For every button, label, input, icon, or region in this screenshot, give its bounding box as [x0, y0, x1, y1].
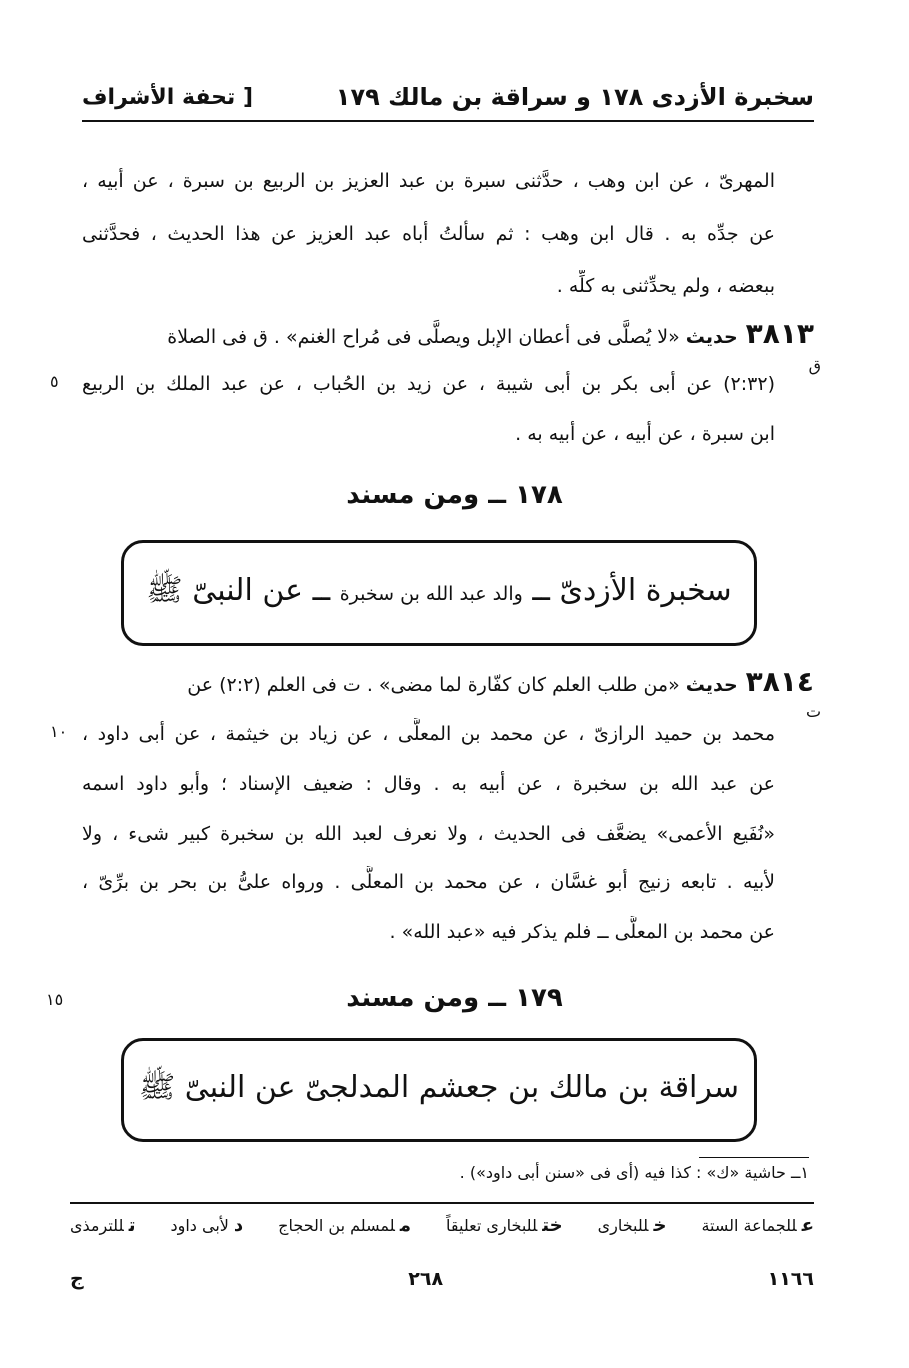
text-line: محمد بن حميد الرازىّ ، عن محمد بن المعلَّى ، عن زياد بن خيثمة ، عن أبى داود ، — [82, 723, 775, 745]
abbreviation-item: عللجماعة الستة — [701, 1215, 814, 1236]
header-rule — [82, 120, 814, 122]
text-line: عن جدِّه به . قال ابن وهب : ثم سألتُ أباه عبد العزيز عن هذا الحديث ، فحدَّثنى — [82, 223, 775, 245]
abbreviation-rule — [70, 1202, 814, 1204]
hadith-text: «لا يُصلَّى فى أعطان الإبل ويصلَّى فى مُراح الغنم» . ق فى الصلاة — [167, 326, 680, 348]
footnote: ١ــ حاشية «ك» : كذا فيه (أى فى «سنن أبى داود») . — [459, 1163, 809, 1182]
section-178-frame — [121, 540, 757, 646]
frame-title-end: ــ عن النبىّ ﷺ — [146, 572, 331, 608]
text-line: ابن سبرة ، عن أبيه ، عن أبيه به . — [515, 423, 775, 445]
page-footer — [70, 1268, 814, 1290]
text-line: لأبيه . تابعه زنيج أبو غسَّان ، عن محمد بن المعلَّى . ورواه علىُّ بن بحر بن برِّىّ ، — [82, 871, 775, 893]
text-line: (٢:٣٢) عن أبى بكر بن أبى شيبة ، عن زيد بن الحُباب ، عن عبد الملك بن الربيع — [82, 373, 775, 395]
text-line: المهرىّ ، عن ابن وهب ، حدَّثنى سبرة بن عبد العزيز بن الربيع بن سبرة ، عن أبيه ، — [82, 170, 775, 192]
margin-sigla: ق — [808, 356, 821, 375]
header-title: سخبرة الأزدى ١٧٨ و سراقة بن مالك ١٧٩ — [335, 83, 814, 111]
footer-page-number: ٢٦٨ — [408, 1268, 444, 1290]
footer-volume-number: ١١٦٦ — [767, 1268, 814, 1290]
text-line: عن عبد الله بن سخبرة ، عن أبيه به . وقال : ضعيف الإسناد ؛ وأبو داود اسمه — [82, 773, 775, 795]
frame-title-small: والد عبد الله بن سخبرة — [339, 582, 523, 605]
footnote-rule — [699, 1157, 809, 1158]
running-header — [82, 78, 814, 116]
header-book-title: [ تحفة الأشراف — [82, 84, 254, 110]
abbreviation-item: ختللبخارى تعليقاً — [446, 1215, 563, 1236]
hadith-text: «من طلب العلم كان كفّارة لما مضى» . ت فى العلم (٢:٢) عن — [187, 674, 680, 696]
abbreviation-key — [70, 1215, 814, 1236]
hadith-number: ٣٨١٣ — [745, 317, 814, 350]
text-line: «نُفَيع الأعمى» يضعَّف فى الحديث ، ولا نعرف لعبد الله بن سخبرة كبير شىء ، ولا — [82, 823, 775, 845]
text-line: عن محمد بن المعلَّى ــ فلم يذكر فيه «عبد الله» . — [389, 921, 775, 943]
hadith-3814-heading — [82, 664, 814, 702]
frame-title — [146, 572, 731, 615]
abbreviation-item: تللترمذى — [70, 1215, 136, 1236]
section-178-heading: ١٧٨ ــ ومن مسند — [346, 480, 563, 510]
footer-signature-mark: ج — [70, 1268, 84, 1290]
frame-title: سراقة بن مالك بن جعشم المدلجىّ عن النبىّ ﷺ — [138, 1069, 740, 1105]
hadith-label: حديث — [685, 674, 738, 696]
line-number: ٥ — [50, 372, 59, 391]
abbreviation-item: دلأبى داود — [170, 1215, 244, 1236]
abbreviation-item: خللبخارى — [597, 1215, 667, 1236]
section-179-frame — [121, 1038, 757, 1142]
text-line: ببعضه ، ولم يحدِّثنى به كلِّه . — [556, 275, 775, 297]
frame-title-main: سخبرة الأزدىّ ــ — [532, 572, 732, 608]
abbreviation-item: ملمسلم بن الحجاج — [278, 1215, 412, 1236]
hadith-label: حديث — [685, 326, 738, 348]
margin-sigla: ت — [805, 702, 821, 721]
section-179-heading: ١٧٩ ــ ومن مسند — [346, 983, 563, 1013]
hadith-number: ٣٨١٤ — [745, 665, 814, 698]
hadith-3813-heading — [82, 316, 814, 354]
line-number: ١٥ — [46, 990, 64, 1009]
line-number: ١٠ — [50, 722, 68, 741]
